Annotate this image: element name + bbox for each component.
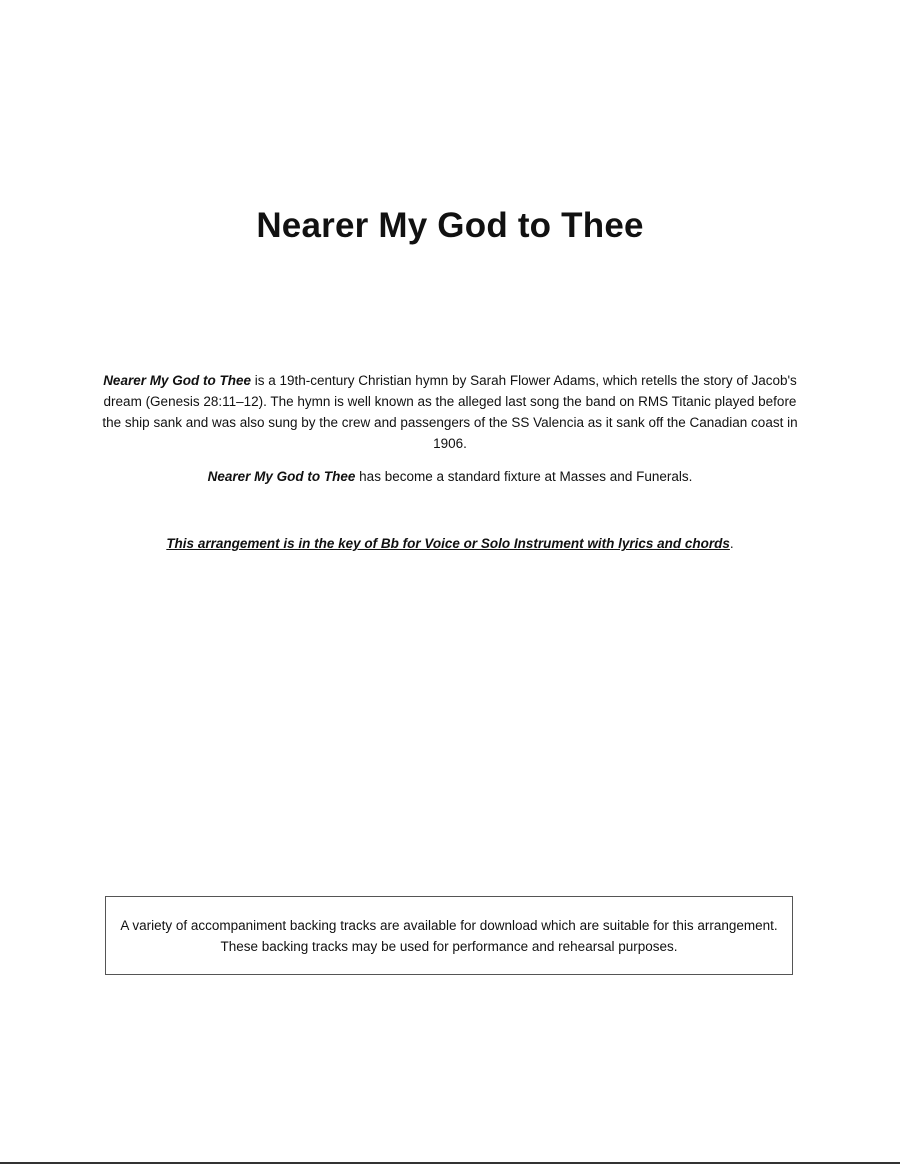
fixture-hymn-name: Nearer My God to Thee [207, 469, 356, 484]
backing-tracks-notice-text: A variety of accompaniment backing tracks are available for download which are suitable for this arrangement. These backing tracks may be used for performance and rehearsal purposes. [120, 917, 778, 954]
arrangement-note [100, 533, 800, 554]
fixture-paragraph [100, 466, 800, 487]
arrangement-text: This arrangement is in the key of Bb for Voice or Solo Instrument with lyrics and chords [166, 536, 730, 551]
fixture-text: has become a standard fixture at Masses and Funerals. [355, 469, 693, 484]
page-title: Nearer My God to Thee [256, 206, 644, 245]
intro-paragraph [100, 370, 800, 454]
backing-tracks-notice-box [105, 896, 793, 975]
arrangement-suffix: . [729, 536, 734, 551]
intro-hymn-name: Nearer My God to Thee [103, 373, 251, 388]
intro-text: is a 19th-century Christian hymn by Sarah Flower Adams, which retells the story of Jacob's dream (Genesis 28:11–12). The hymn is well known as the alleged last song the band on RMS Titanic played before the ship sank and was also sung by the crew and passengers of the SS Valencia as it sank off the Canadian coast in 1906. [102, 373, 798, 451]
